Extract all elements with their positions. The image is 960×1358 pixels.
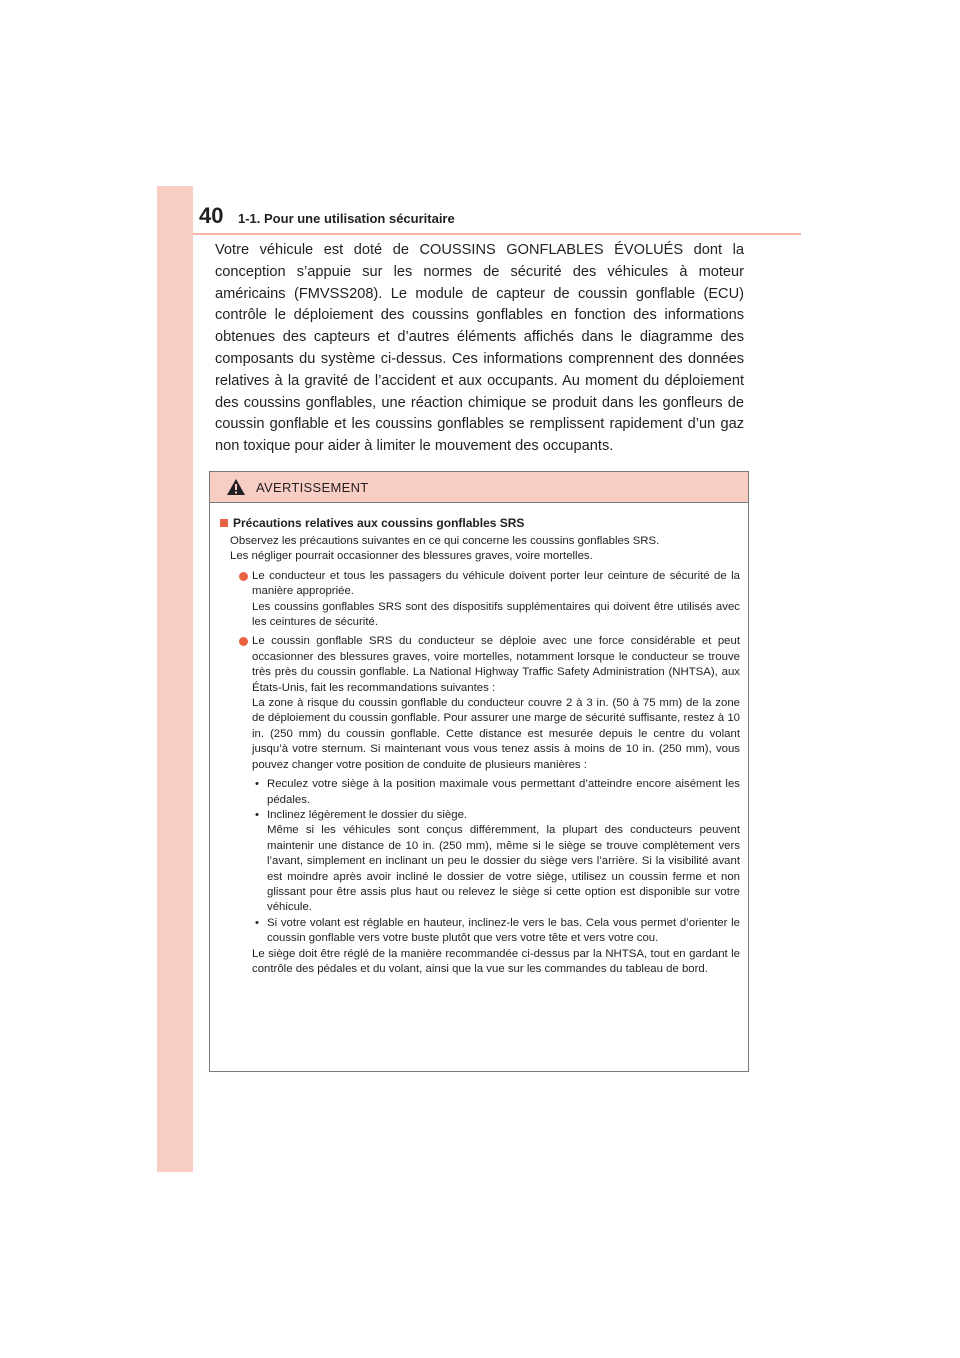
bullet-icon: •: [255, 808, 259, 821]
recommendation-list: [252, 777, 740, 946]
list-item: [252, 808, 740, 916]
warning-item-seatbelt: [239, 569, 740, 631]
list-item-text: Si votre volant est réglable en hauteur, inclinez-le vers le bas. Cela vous permet d’orienter le coussin gonflable vers votre buste plutôt que vers votre tête et vers votre cou.: [267, 916, 740, 945]
warning-header: [210, 472, 748, 503]
warning-item-driver-airbag: [239, 634, 740, 977]
list-item-extra: Même si les véhicules sont conçus différemment, la plupart des conducteurs peuvent maintenir une distance de 10 in. (250 mm), même si le siège se trouve complètement vers l’avant, simplement en inclinant un peu le dossier du siège vers l’arrière. Si la visibilité avant est moindre après avoir incliné le dossier de votre siège, utilisez un coussin ferme et non glissant pour être assis plus haut ou relevez le siège si cette option est disponible sur votre véhicule.: [267, 824, 740, 914]
bullet-icon: •: [255, 916, 259, 929]
warning-intro: [230, 534, 740, 565]
square-bullet-icon: [220, 519, 228, 527]
item-text: Le coussin gonflable SRS du conducteur se déploie avec une force considérable et peut occasionner des blessures graves, voire mortelles, notamment lorsque le conducteur se trouve très près du coussin gonflable. La National Highway Traffic Safety Administration (NHTSA), aux États-Unis, fait les recommandations suivantes :: [252, 635, 740, 694]
intro-paragraph: Votre véhicule est doté de COUSSINS GONFLABLES ÉVOLUÉS dont la conception s’appuie sur les normes de sécurité des véhicules à moteur américains (FMVSS208). Le module de capteur de coussin gonflable (ECU) contrôle le déploiement des coussins gonflables en fonction des informations obtenues des capteurs et d’autres éléments affichés dans le diagramme des composants du système ci-dessus. Ces informations comprennent des données relatives à la gravité de l’accident et aux occupants. Au moment du déploiement des coussins gonflables, une réaction chimique se produit dans les gonfleurs de coussin gonflable et les coussins gonflables se remplissent rapidement d’un gaz non toxique pour aider à limiter le mouvement des occupants.: [215, 242, 744, 455]
page-number: 40: [199, 203, 224, 228]
list-item-text: Inclinez légèrement le dossier du siège.: [267, 808, 468, 821]
item-text: Les coussins gonflables SRS sont des dispositifs supplémentaires qui doivent être utilisés avec les ceintures de sécurité.: [252, 600, 740, 629]
item-text: La zone à risque du coussin gonflable du conducteur couvre 2 à 3 in. (50 à 75 mm) de la zone de déploiement du coussin gonflable. Pour assurer une marge de sécurité suffisante, restez à 10 in. (250 mm) du coussin gonflable. Cette distance est mesurée depuis le centre du volant jusqu’à votre sternum. Si maintenant vous vous tenez assis à moins de 10 in. (250 mm), vous pouvez changer votre position de conduite de plusieurs manières :: [252, 697, 740, 771]
warning-heading: [220, 515, 740, 531]
warning-box: [209, 471, 749, 1072]
warning-title: AVERTISSEMENT: [256, 479, 369, 495]
header-divider: [193, 233, 801, 235]
dot-bullet-icon: [239, 637, 248, 646]
warning-intro-line: Observez les précautions suivantes en ce qui concerne les coussins gonflables SRS.: [230, 535, 660, 547]
warning-triangle-icon: [226, 478, 246, 496]
dot-bullet-icon: [239, 572, 248, 581]
list-item-text: Reculez votre siège à la position maximale vous permettant d’atteindre encore aisément les pédales.: [267, 778, 740, 806]
warning-heading-text: Précautions relatives aux coussins gonflables SRS: [233, 516, 525, 530]
warning-intro-line: Les négliger pourrait occasionner des blessures graves, voire mortelles.: [230, 550, 593, 563]
list-item: [252, 916, 740, 947]
section-title: 1-1. Pour une utilisation sécuritaire: [238, 211, 455, 226]
bullet-icon: •: [255, 778, 259, 791]
closing-text: Le siège doit être réglé de la manière recommandée ci-dessus par la NHTSA, tout en gardant le contrôle des pédales et du volant, ainsi que la vue sur les commandes du tableau de bord.: [252, 947, 740, 975]
side-color-band: [157, 186, 193, 1172]
item-text: Le conducteur et tous les passagers du véhicule doivent porter leur ceinture de sécurité de la manière appropriée.: [252, 569, 740, 598]
list-item: [252, 777, 740, 808]
warning-body: [210, 503, 748, 977]
